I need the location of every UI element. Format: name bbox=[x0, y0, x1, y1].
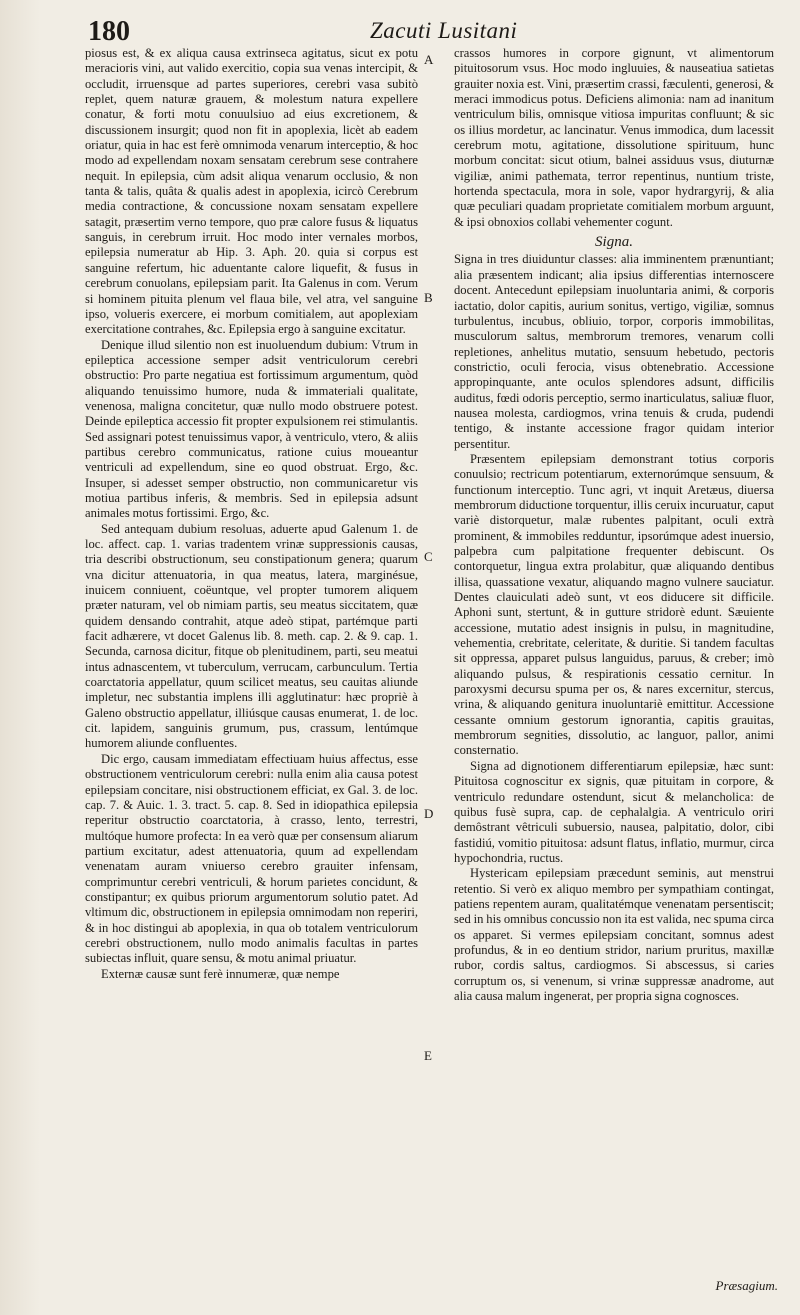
left-paragraph-1: piosus est, & ex aliqua causa extrinseca agitatus, sicut ex potu meracioris vini, aut valido exercitio, copia sua venas intercipit, & occludit, irruensque ad partes superiores, cerebri vasa subitò replet, quem naturæ grauem, & molestum natura expellere conatur, & forti motu conuulsiuo ad eius excretionem, & discussionem insurgit; quod non fit in apoplexia, licèt ab eadem oriatur, quia in hac est ferè omnimoda venarum interceptio, & hoc modo ad expellendam noxam sensatam cerebrum sese contrahere nequit. In epilepsia, cùm adsit aliqua venarum occlusio, & non tanta & talis, quâta & qualis adest in apoplexia, icircò Cerebrum media contractione, & concussione noxam sensatam expellere satagit, præsertim verno tempore, quo præ calore fusus & liquatus sanguis, in cerebrum irruit. Hoc modo inter vernales morbos, epilepsia numeratur ab Hip. 3. Aph. 20. quia si corpus est sanguine refertum, hic aduentante calore liquefit, & fusus in cerebrum conuolans, epilepsiam parit. Ita Galenus in com. Verum si hominem pituita plenum vel flaua bile, vel atra, vel sanguine ipso, volueris exercere, ei morbum comitialem, aut apoplexiam exercitatione contrahes, &c. Epilepsia ergo à sanguine excitatur. bbox=[85, 46, 418, 337]
page-number: 180 bbox=[88, 16, 130, 47]
right-paragraph-4: Hystericam epilepsiam præcedunt seminis, aut menstrui retentio. Si verò ex aliquo membro per sympathiam contingat, patiens repentem auram, qualitatémque venenatam persentiscit; sed in his omnibus concussio non ita est valida, nec spuma circa os apparet. Si vermes epilepsiam concitant, somnus adest profundus, & in eo dentium stridor, narium pruritus, maxillæ rubor, cordis saltus, cardiogmos. Si abscessus, si caries corruptum os, si venenum, si vrinæ suppressæ anadrome, aut alia causa malum ingenerat, per propria signa cognosces. bbox=[454, 866, 774, 1003]
page-edge-shadow bbox=[0, 0, 40, 1315]
right-paragraph-1: Signa in tres diuiduntur classes: alia imminentem prænuntiant; alia præsentem indicant; alia ipsius differentias internoscere docent. Antecedunt epilepsiam inuoluntaria animi, & corporis iactatio, dolor capitis, aurium sonitus, vertigo, vigiliæ, somnus turbulentus, incubus, obliuio, torpor, corporis immobilitas, musculorum saltus, membrorum tremores, venarum colli repletiones, anhelitus mutatio, sensuum hebetudo, pectoris constrictio, oculi ferocia, visus obtenebratio. Accessione appropinquante, ante oculos splendores adsunt, difficilis auditus, fœdi odoris perceptio, sermo inarticulatus, saliuæ fluor, nausea molesta, cardiogmos, vrina tenuis & cruda, pudendi tentigo, & instante accessione fragor quidam interior persentitur. bbox=[454, 252, 774, 451]
left-paragraph-2: Denique illud silentio non est inuoluendum dubium: Vtrum in epileptica accessione semper adsit ventriculorum cerebri obstructio: Pro parte negatiua est fortissimum argumentum, quòd aliquando tenuissimo humore, nuda & immateriali qualitate, venenosa, maligna concitetur, quæ nullo modo obstruere potest. Deinde epileptica accessio fit propter expulsionem rei stimulantis. Sed assignari potest tenuissimus vapor, à ventriculo, vtero, & aliis partibus cerebro communicatus, ratione cuius moueantur ventriculi ad expellendum, sine eo quod obstruat. Ergo, &c. Insuper, si adesset semper obstructio, non communicaretur vis motiua partibus inferis, & membris. Sed in epilepsia adsunt animales motus fortissimi. Ergo, &c. bbox=[85, 337, 418, 521]
margin-letter-c: C bbox=[424, 549, 433, 564]
margin-letter-a: A bbox=[424, 52, 434, 67]
right-paragraph-2: Præsentem epilepsiam demonstrant totius corporis conuulsio; rectricum potentiarum, externorúmque sensuum, & functionum interceptio. Tunc agri, vt inquit Aretæus, diuersa membrorum diductione torquentur, illis ceruix incuruatur, caput variè distorquetur, malæ rubentes palpitant, oculi extrà prominent, & immobiles redduntur, ipsorúmque adest inuersio, palpebra cum palpitatione frequenter debiscunt. Os contorquetur, lingua extra prolabitur, quæ aliquando dentibus illisa, quassatione vexatur, aliquando magno vulnere sauciatur. Dentes clauiculati adeò sunt, vt eos diducere sit difficile. Aphoni sunt, stertunt, & in gutture stridorè edunt. Sæuiente accessione, mutatio adest insignis in pulsu, in magnitudine, vehementia, crebritate, celeritate, & duritie. Si tandem facultas sit oppressa, apparet pulsus languidus, paruus, & creber; imò aliquando pulsus, & respirationis cessatio cernitur. In paroxysmi decursu spuma per os, & nares excernitur, stercus, vrina, & aliquando genitura inuoluntariè emittitur. Accessione cessante omnium gestorum ignorantia, capitis grauitas, membrorum segnities, dissolutio, ac languor, pallor, animi consternatio. bbox=[454, 451, 774, 758]
left-paragraph-3: Sed antequam dubium resoluas, aduerte apud Galenum 1. de loc. affect. cap. 1. varias tradentem vrinæ suppressionis causas, tria describi obstructionum, seu constipationum genera; quarum vna dicitur attenuatoria, in qua meatus, latera, marginésue, inuicem conniuent, coëuntque, vel propter tumorem aliquem præter naturam, vel ob nimiam partis, seu meatus siccitatem, quæ quidem densando contrahit, atque adeò stipat, partémque parti facit adhærere, vt docet Galenus lib. 8. meth. cap. 2. & 9. cap. 1. Secunda, carnosa dicitur, fitque ob plenitudinem, parti, seu meatui intus adnascentem, vt tuberculum, verrucam, carbunculum. Tertia coarctatoria appellatur, quum scilicet meatus, seu cauitas aliunde impletur, nec substantia implens illi agglutinatur: hæc propriè à Galeno obstructio appellatur, illiúsque causas enumerat, 1. de loc. cit. lapidem, sanguinis grumum, pus, crassum, lentúmque humorem aliunde confluentes. bbox=[85, 521, 418, 751]
left-column bbox=[85, 46, 418, 982]
right-column bbox=[454, 46, 774, 1004]
catchword: Præsagium. bbox=[715, 1278, 778, 1293]
margin-letter-d: D bbox=[424, 806, 434, 821]
section-title-signa: Signa. bbox=[595, 234, 633, 251]
margin-letter-b: B bbox=[424, 290, 433, 305]
running-head: Zacuti Lusitani bbox=[370, 18, 518, 43]
right-top-paragraph: crassos humores in corpore gignunt, vt alimentorum pituitosorum vsus. Hoc modo ingluuies, & nauseatiua satietas grauiter noxia est. Vini, præsertim crassi, fæculenti, generosi, & meraci immodicus potus. Deficiens alimonia: nam ad inanitum ventriculum bilis, omnisque vitiosa impuritas confluunt; & sic os illius mordetur, ac lancinatur. Venus immodica, dum lacessit cerebrum motu, agitatione, dissolutione spirituum, hunc morbum concitat: sicut otium, balnei assiduus vsus, diuturnæ vigiliæ, animi pathemata, terror repentinus, nuntium triste, hortenda spectacula, mora in sole, vapor hydrargyrij, & alia quæ peculiari quadam proprietate comitialem morbum arguunt, & ipsi obnoxios collabi vehementer cogunt. bbox=[454, 46, 774, 229]
right-paragraph-3: Signa ad dignotionem differentiarum epilepsiæ, hæc sunt: Pituitosa cognoscitur ex signis, quæ pituitam in corpore, & ventriculo redundare ostendunt, sicut & melancholica: de quibus fusè supra, cap. de cephalalgia. A ventriculo oriri demôstrant vêtriculi subuersio, nausea, palpitatio, dolor, cibi fastidiú, vomitio pituitosa: adsunt flatus, inflatio, murmur, circa hypochondria, ructus. bbox=[454, 758, 774, 865]
left-paragraph-4: Dic ergo, causam immediatam effectiuam huius affectus, esse obstructionem ventriculorum cerebri: nulla enim alia causa potest epilepsiam concitare, nisi obstructionem efficiat, ex Gal. 3. de loc. cap. 7. & Auic. 1. 3. tract. 5. cap. 8. Sed in idiopathica epilepsia reperitur obstructio coarctatoria, à crasso, lento, terrestri, multóque humore profecta: In ea verò quæ per consensum aliarum partium excitatur, adest attenuatoria, quum ad expellendam venenatam auram vniuerso cerebro grauiter infensam, comprimuntur cerebri ventriculi, & horum parietes concidunt, & constipantur; ex quibus priorum argumentorum solutio patet. Ad vltimum dic, obstructionem in epilepsia omnimodam non reperiri, & in hoc distingui ab apoplexia, in qua ob totalem ventriculorum cerebri obstructionem, nullo modo animalis facultas in partes subiectas influit, quare sensu, & motu animal priuatur. bbox=[85, 751, 418, 966]
margin-letter-e: E bbox=[424, 1048, 432, 1063]
left-paragraph-5: Externæ causæ sunt ferè innumeræ, quæ nempe bbox=[101, 966, 340, 981]
